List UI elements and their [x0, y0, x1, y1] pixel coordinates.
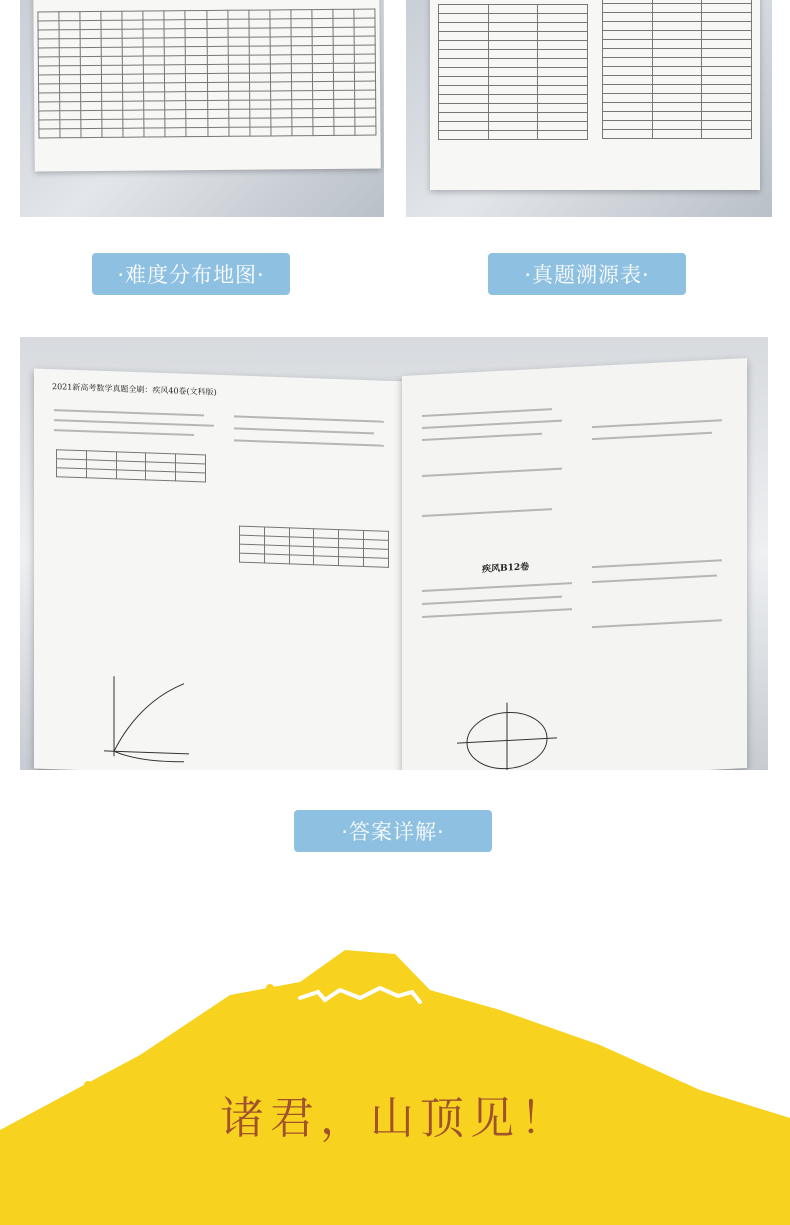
text-line: [422, 608, 572, 618]
book-table: [56, 449, 206, 482]
text-line: [422, 596, 562, 605]
book-header: 2021新高考数学真题全刷：疾风40卷(文科版): [52, 382, 217, 397]
source-table-right: [602, 0, 752, 139]
section-title: 疾风B12卷: [482, 562, 530, 575]
text-line: [592, 419, 722, 428]
difficulty-map-label: ·难度分布地图·: [92, 253, 290, 295]
source-table-photo: [406, 0, 772, 217]
book-right-page: [402, 358, 747, 770]
slogan-text: 诸君，山顶见！: [220, 1093, 570, 1144]
text-line: [422, 433, 542, 441]
text-line: [422, 408, 552, 417]
text-line: [54, 419, 214, 427]
text-line: [54, 429, 194, 436]
text-line: [592, 619, 722, 628]
text-line: [422, 582, 572, 592]
ellipse-figure: [452, 698, 562, 770]
parabola-figure: [94, 671, 194, 764]
text-line: [234, 415, 384, 422]
source-table-sheet: [430, 0, 760, 190]
text-line: [54, 409, 204, 416]
book-table: [239, 526, 389, 568]
difficulty-table: [37, 9, 376, 139]
text-line: [422, 468, 562, 477]
source-table-label: ·真题溯源表·: [488, 253, 686, 295]
text-line: [234, 427, 374, 434]
book-left-page: [34, 368, 409, 770]
text-line: [592, 559, 722, 568]
text-line: [592, 432, 712, 440]
text-line: [592, 575, 717, 584]
text-line: [234, 439, 384, 446]
answer-details-label: ·答案详解·: [294, 810, 492, 852]
answer-book-photo: [20, 337, 768, 770]
text-line: [422, 508, 552, 517]
difficulty-table-sheet: [33, 0, 381, 172]
difficulty-map-photo: [20, 0, 384, 217]
text-line: [422, 420, 562, 429]
source-table-left: [438, 4, 588, 140]
